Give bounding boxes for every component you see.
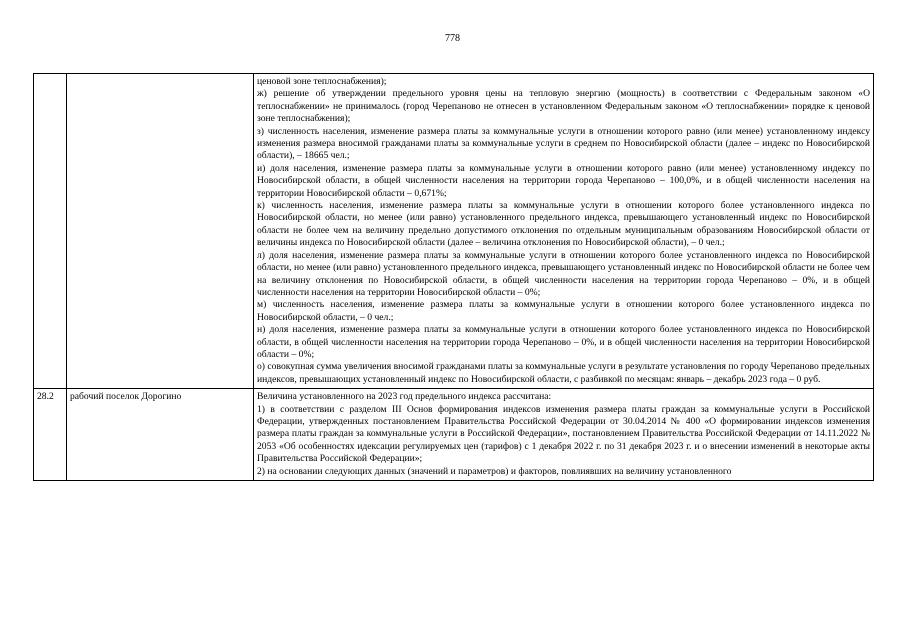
paragraph: з) численность населения, изменение размера платы за коммунальные услуги в отношении которого равно (или менее) установленному индексу изменения размера вносимой гражданами платы за коммунальные услуги в среднем по Новосибирской области (далее – индекс по Новосибирской области), – 18665 чел.;: [257, 125, 870, 162]
description-cell: [254, 74, 874, 389]
paragraph: н) доля населения, изменение размера платы за коммунальные услуги в отношении которого более установленного индекса по Новосибирской области, в общей численности населения на территории города Черепаново – 0%, и в общей численности населения на территории Новосибирской области – 0%;: [257, 324, 870, 360]
paragraph: Величина установленного на 2023 год предельного индекса рассчитана:: [257, 391, 552, 403]
document-table: [33, 73, 874, 481]
description-cell: [254, 389, 874, 481]
paragraph: ж) решение об утверждении предельного уровня цены на тепловую энергию (мощность) в соответствии с Федеральным законом «О теплоснабжении» не принималось (город Черепаново не отнесен в установленном Федеральным законом «О теплоснабжении» порядке к ценовой зоне теплоснабжения);: [257, 88, 870, 125]
paragraph: л) доля населения, изменение размера платы за коммунальные услуги в отношении которого более установленного индекса по Новосибирской области, но менее (или равно) установленного предельного индекса, превышающего установленный индекс по Новосибирской области не более чем на величину отклонения по Новосибирской области, в общей численности населения на территории города Черепаново – 0%, и в общей численности населения на территории Новосибирской области – 0%;: [257, 249, 870, 298]
paragraph: о) совокупная сумма увеличения вносимой гражданами платы за коммунальные услуги в результате установления по городу Черепаново предельных индексов, превышающих установленный индекс по Новосибирской области, с разбивкой по месяцам: январь – декабрь 2023 года – 0 руб.: [257, 361, 870, 385]
row-number-cell: [34, 74, 67, 389]
row-number-cell: 28.2: [34, 389, 67, 481]
table-row: [34, 389, 874, 481]
paragraph: к) численность населения, изменение размера платы за коммунальные услуги в отношении которого более установленного индекса по Новосибирской области, но менее (или равно) установленного предельного индекса, превышающего установленный индекс по Новосибирской области не более чем на величину предельно допустимого отклонения по отдельным муниципальным образованиям Новосибирской области от величины индекса по Новосибирской области (далее – величина отклонения по Новосибирской области), – 0 чел.;: [257, 200, 870, 249]
table-row: [34, 74, 874, 389]
paragraph: и) доля населения, изменение размера платы за коммунальные услуги в отношении которого равно (или менее) установленному индексу по Новосибирской области, в общей численности населения на территории города Черепаново – 100,0%, и в общей численности населения на территории Новосибирской области – 0,671%;: [257, 162, 870, 199]
paragraph: м) численность населения, изменение размера платы за коммунальные услуги в отношении которого более установленного индекса по Новосибирской области, – 0 чел.;: [257, 299, 870, 323]
paragraph: 2) на основании следующих данных (значений и параметров) и факторов, повлиявших на величину установленного: [257, 465, 732, 477]
municipality-cell: [67, 74, 254, 389]
municipality-cell: рабочий поселок Дорогино: [67, 389, 254, 481]
paragraph: ценовой зоне теплоснабжения);: [257, 76, 387, 87]
paragraph: 1) в соответствии с разделом III Основ формирования индексов изменения размера платы граждан за коммунальные услуги в Российской Федерации, утвержденных постановлением Правительства Российской Федерации от 30.04.2014 № 400 «О формировании индексов изменения размера платы граждан за коммунальные услуги в Российской Федерации», постановлением Правительства Российской Федерации от 14.11.2022 № 2053 «Об особенностях идексации регулируемых цен (тарифов) с 1 декабря 2022 г. по 31 декабря 2023 г. и о внесении изменений в некоторые акты Правительства Российской Федерации»;: [257, 403, 870, 465]
page-number: 778: [445, 33, 460, 44]
